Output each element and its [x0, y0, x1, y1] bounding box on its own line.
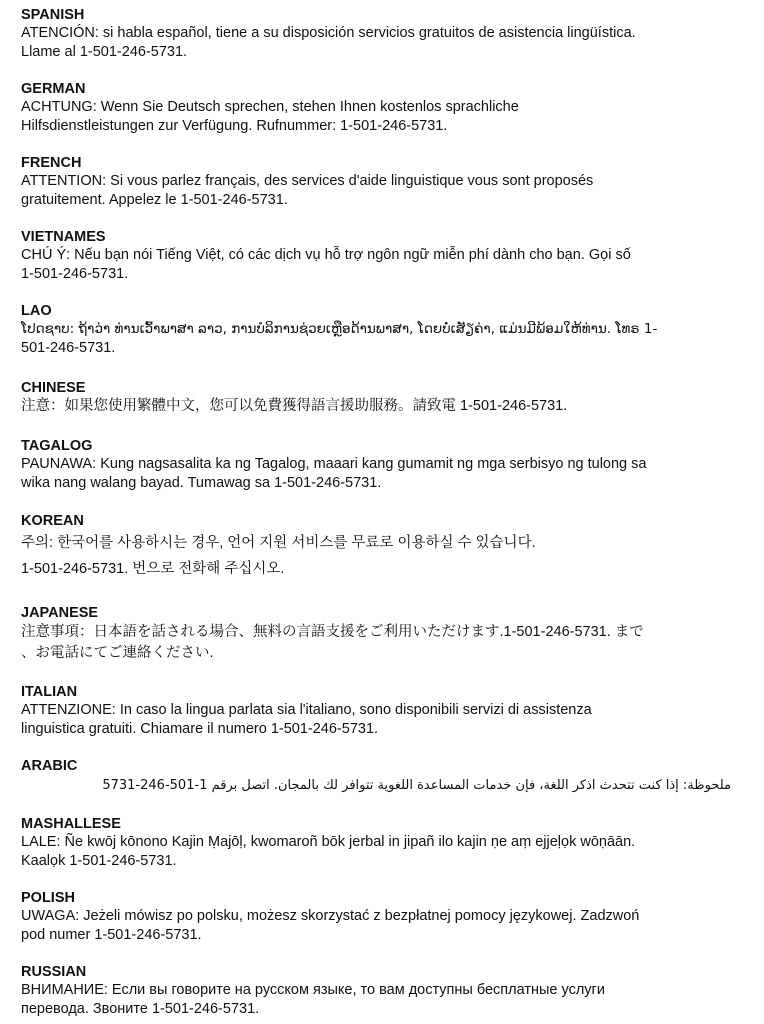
- section-vietnamese: [21, 228, 751, 283]
- notice-line: ໂປດຊາບ: ຖ້າວ່າ ທ່ານເວົ້າພາສາ ລາວ, ການບໍລິການຊ່ວຍເຫຼືອດ້ານພາສາ, ໂດຍບໍ່ເສັຽຄ່າ, ແມ່ນມີພ້ອມໃຫ້ທ່ານ. ໂທຣ 1-: [21, 321, 658, 337]
- notice-line: 1-501-246-5731.: [21, 265, 129, 282]
- section-heading: ARABIC: [21, 758, 78, 774]
- notice-line: ATTENTION: Si vous parlez français, des services d'aide linguistique vous sont proposés: [21, 173, 594, 189]
- section-heading: MASHALLESE: [21, 816, 121, 832]
- notice-line: 주의: 한국어를 사용하시는 경우, 언어 지원 서비스를 무료로 이용하실 수 있습니다.: [21, 535, 536, 551]
- notice-line: 501-246-5731.: [21, 339, 116, 356]
- section-lao: [21, 302, 751, 357]
- section-heading: SPANISH: [21, 7, 85, 23]
- section-chinese: [21, 379, 751, 416]
- section-russian: [21, 963, 751, 1018]
- notice-line: 注意：如果您使用繁體中文，您可以免費獲得語言援助服務。請致電 1-501-246-5731.: [21, 398, 568, 414]
- notice-line: wika nang walang bayad. Tumawag sa 1-501-246-5731.: [21, 474, 382, 491]
- notice-line: Hilfsdienstleistungen zur Verfügung. Rufnummer: 1-501-246-5731.: [21, 117, 448, 134]
- section-italian: [21, 683, 751, 738]
- section-french: [21, 154, 751, 209]
- notice-line: перевода. Звоните 1-501-246-5731.: [21, 1000, 260, 1017]
- notice-line: ACHTUNG: Wenn Sie Deutsch sprechen, stehen Ihnen kostenlos sprachliche: [21, 99, 519, 115]
- notice-line: Kaalọk 1-501-246-5731.: [21, 852, 177, 869]
- notice-line: linguistica gratuiti. Chiamare il numero 1-501-246-5731.: [21, 720, 379, 737]
- section-heading: KOREAN: [21, 513, 84, 529]
- notice-line: Llame al 1-501-246-5731.: [21, 43, 188, 60]
- section-heading: FRENCH: [21, 155, 82, 171]
- notice-line: 1-501-246-5731. 번으로 전화해 주십시오.: [21, 561, 285, 577]
- section-spanish: [21, 6, 751, 61]
- section-heading: JAPANESE: [21, 605, 99, 621]
- notice-line: ملحوظة: إذا كنت تتحدث اذكر اللغة، فإن خدمات المساعدة اللغوية تتوافر لك بالمجان. اتصل برقم 1-501-246-5731: [102, 778, 731, 793]
- notice-line: ВНИМАНИЕ: Если вы говорите на русском языке, то вам доступны бесплатные услуги: [21, 982, 605, 998]
- section-heading: ITALIAN: [21, 684, 78, 700]
- section-korean: [21, 512, 751, 582]
- section-tagalog: [21, 437, 751, 492]
- notice-line: LALE: Ñe kwōj kōnono Kajin Ṃajōḷ, kwomaroñ bōk jerbal in jipañ ilo kajin ṇe aṃ ejjeḷọk wōṇāān.: [21, 834, 636, 850]
- notice-line: pod numer 1-501-246-5731.: [21, 926, 202, 943]
- section-polish: [21, 889, 751, 944]
- section-heading: TAGALOG: [21, 438, 93, 454]
- notice-line: UWAGA: Jeżeli mówisz po polsku, możesz skorzystać z bezpłatnej pomocy językowej. Zadzwoń: [21, 908, 640, 924]
- notice-line: 注意事項：日本語を話される場合、無料の言語支援をご利用いただけます.1-501-246-5731. まで: [21, 624, 644, 640]
- section-german: [21, 80, 751, 135]
- section-japanese: [21, 604, 751, 664]
- notice-line: gratuitement. Appelez le 1-501-246-5731.: [21, 191, 288, 208]
- notice-line: ATTENZIONE: In caso la lingua parlata sia l'italiano, sono disponibili servizi di assistenza: [21, 702, 592, 718]
- notice-line: CHÚ Ý: Nếu bạn nói Tiếng Việt, có các dịch vụ hỗ trợ ngôn ngữ miễn phí dành cho bạn. Gọi số: [21, 247, 631, 263]
- section-heading: VIETNAMES: [21, 229, 106, 245]
- notice-line: 、お電話にてご連絡ください.: [21, 645, 214, 661]
- section-arabic: [21, 757, 751, 797]
- section-heading: POLISH: [21, 890, 75, 906]
- section-heading: GERMAN: [21, 81, 86, 97]
- notice-line: ATENCIÓN: si habla español, tiene a su disposición servicios gratuitos de asistencia lingüística.: [21, 25, 636, 41]
- notice-line: PAUNAWA: Kung nagsasalita ka ng Tagalog, maaari kang gumamit ng mga serbisyo ng tulong sa: [21, 456, 647, 472]
- section-marshallese: [21, 815, 751, 870]
- section-heading: LAO: [21, 303, 52, 319]
- section-heading: CHINESE: [21, 380, 86, 396]
- section-heading: RUSSIAN: [21, 964, 87, 980]
